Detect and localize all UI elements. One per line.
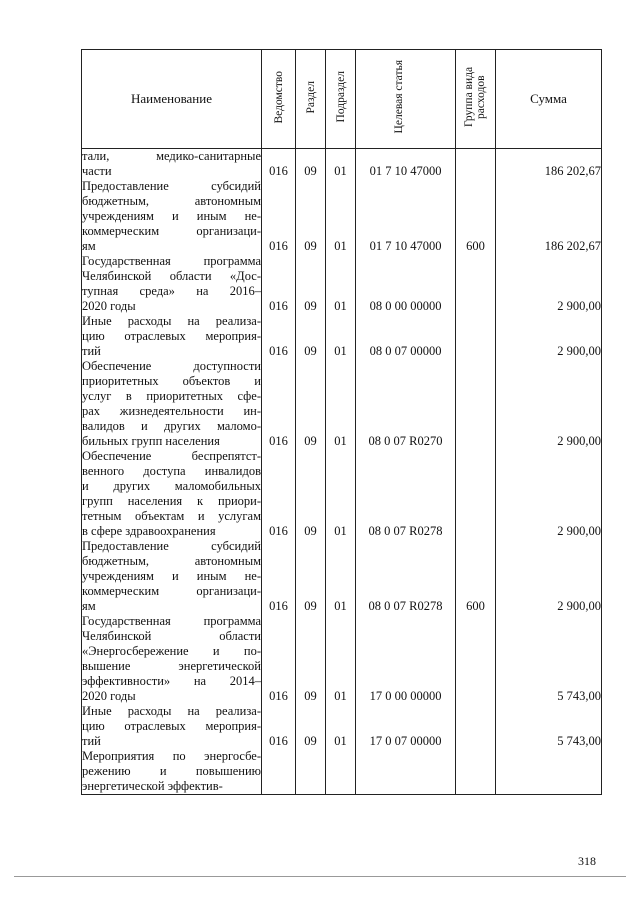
row-department-cell: 016: [262, 314, 296, 359]
row-target-cell: 08 0 07 R0270: [356, 359, 456, 449]
row-section-cell: 09: [296, 314, 326, 359]
row-target-cell: 01 7 10 47000: [356, 179, 456, 254]
row-name-line: Предоставление субсидий: [82, 179, 261, 193]
row-name-line: в сфере здравоохранения: [82, 524, 216, 538]
header-name-label: Наименование: [131, 91, 212, 106]
row-expense-group-cell: [456, 704, 496, 749]
table-row: [82, 704, 602, 749]
row-name-line: Государственная программа: [82, 254, 261, 268]
header-department: [262, 50, 296, 149]
table-header-row: [82, 50, 602, 149]
row-name-line: Обеспечение доступности: [82, 359, 261, 373]
row-subsection-cell: 01: [326, 149, 356, 180]
row-subsection-cell: [326, 749, 356, 795]
header-subsection: [326, 50, 356, 149]
row-name-line: цию отраслевых мероприя-: [82, 719, 261, 733]
row-name-line: коммерческим организаци-: [82, 584, 261, 598]
row-name-line: приоритетных объектов и: [82, 374, 261, 388]
row-name-line: Предоставление субсидий: [82, 539, 261, 553]
row-name-cell: [82, 449, 262, 539]
row-section-cell: 09: [296, 254, 326, 314]
table-row: [82, 314, 602, 359]
row-amount-cell: 5 743,00: [496, 614, 602, 704]
row-expense-group-cell: [456, 614, 496, 704]
row-expense-group-cell: [456, 359, 496, 449]
row-section-cell: 09: [296, 359, 326, 449]
row-target-cell: 08 0 07 00000: [356, 314, 456, 359]
row-expense-group-cell: 600: [456, 179, 496, 254]
row-subsection-cell: 01: [326, 704, 356, 749]
row-amount-cell: 5 743,00: [496, 704, 602, 749]
row-name-line: тий: [82, 344, 101, 358]
row-section-cell: 09: [296, 614, 326, 704]
row-section-cell: 09: [296, 149, 326, 180]
row-subsection-cell: 01: [326, 449, 356, 539]
row-department-cell: 016: [262, 149, 296, 180]
footer-divider: [14, 876, 626, 877]
row-name-cell: [82, 749, 262, 795]
row-name-line: коммерческим организаци-: [82, 224, 261, 238]
row-section-cell: 09: [296, 449, 326, 539]
row-name-line: рах жизнедеятельности ин-: [82, 404, 261, 418]
row-name-line: тий: [82, 734, 101, 748]
row-department-cell: 016: [262, 539, 296, 614]
row-name-line: тупная среда» на 2016–: [82, 284, 261, 298]
row-amount-cell: 2 900,00: [496, 254, 602, 314]
row-subsection-cell: 01: [326, 179, 356, 254]
row-name-line: ям: [82, 239, 96, 253]
row-name-line: бюджетным, автономным: [82, 554, 261, 568]
header-subsection-label: Подраздел: [334, 71, 347, 123]
row-department-cell: 016: [262, 449, 296, 539]
row-name-line: 2020 годы: [82, 299, 136, 313]
row-expense-group-cell: [456, 449, 496, 539]
row-name-line: и других маломобильных: [82, 479, 261, 493]
row-name-line: «Энергосбережение и по-: [82, 644, 261, 658]
row-subsection-cell: 01: [326, 254, 356, 314]
header-expense-group: [456, 50, 496, 149]
table-row: [82, 179, 602, 254]
row-name-line: Иные расходы на реализа-: [82, 704, 261, 718]
budget-table: [81, 49, 602, 795]
row-name-line: Государственная программа: [82, 614, 261, 628]
table-row: [82, 254, 602, 314]
header-department-label: Ведомство: [272, 70, 285, 124]
row-name-line: цию отраслевых мероприя-: [82, 329, 261, 343]
row-subsection-cell: 01: [326, 359, 356, 449]
row-target-cell: 01 7 10 47000: [356, 149, 456, 180]
header-expense-group-label: Группа вида расходов: [462, 66, 487, 128]
row-name-line: Челябинской области «Дос-: [82, 269, 261, 283]
row-amount-cell: 2 900,00: [496, 449, 602, 539]
row-subsection-cell: 01: [326, 539, 356, 614]
row-department-cell: [262, 749, 296, 795]
row-name-line: услуг в приоритетных сфе-: [82, 389, 261, 403]
table-row: [82, 614, 602, 704]
row-target-cell: 17 0 00 00000: [356, 614, 456, 704]
row-name-line: венного доступа инвалидов: [82, 464, 261, 478]
row-name-line: валидов и других маломо-: [82, 419, 261, 433]
row-name-line: бюджетным, автономным: [82, 194, 261, 208]
row-name-cell: [82, 179, 262, 254]
table-row: [82, 149, 602, 180]
table-row: [82, 539, 602, 614]
row-name-line: групп населения к приори-: [82, 494, 261, 508]
row-subsection-cell: 01: [326, 314, 356, 359]
row-name-line: 2020 годы: [82, 689, 136, 703]
header-section-label: Раздел: [304, 80, 317, 114]
row-department-cell: 016: [262, 359, 296, 449]
table-row: [82, 449, 602, 539]
row-amount-cell: 2 900,00: [496, 359, 602, 449]
row-expense-group-cell: [456, 314, 496, 359]
row-name-line: учреждениям и иным не-: [82, 569, 261, 583]
row-name-line: Иные расходы на реализа-: [82, 314, 261, 328]
header-name: [82, 50, 262, 149]
row-amount-cell: 186 202,67: [496, 179, 602, 254]
row-target-cell: 08 0 00 00000: [356, 254, 456, 314]
row-name-line: эффективности» на 2014–: [82, 674, 261, 688]
row-section-cell: 09: [296, 179, 326, 254]
row-target-cell: 08 0 07 R0278: [356, 449, 456, 539]
row-name-cell: [82, 614, 262, 704]
row-amount-cell: 2 900,00: [496, 314, 602, 359]
header-section: [296, 50, 326, 149]
row-department-cell: 016: [262, 179, 296, 254]
header-target-label: Целевая статья: [392, 60, 405, 134]
row-expense-group-cell: [456, 749, 496, 795]
row-expense-group-cell: 600: [456, 539, 496, 614]
header-amount-label: Сумма: [530, 91, 567, 106]
row-name-cell: [82, 704, 262, 749]
row-name-line: учреждениям и иным не-: [82, 209, 261, 223]
row-name-cell: [82, 149, 262, 180]
row-target-cell: 17 0 07 00000: [356, 704, 456, 749]
row-name-cell: [82, 314, 262, 359]
row-name-line: ям: [82, 599, 96, 613]
row-name-cell: [82, 254, 262, 314]
row-name-line: части: [82, 164, 112, 178]
row-name-line: тетным объектам и услугам: [82, 509, 261, 523]
row-name-line: режению и повышению: [82, 764, 261, 778]
row-section-cell: [296, 749, 326, 795]
row-amount-cell: 186 202,67: [496, 149, 602, 180]
page-number: 318: [578, 854, 596, 868]
row-name-line: тали, медико-санитарные: [82, 149, 261, 163]
row-subsection-cell: 01: [326, 614, 356, 704]
row-name-cell: [82, 539, 262, 614]
row-section-cell: 09: [296, 539, 326, 614]
row-name-line: энергетической эффектив-: [82, 779, 223, 793]
row-name-cell: [82, 359, 262, 449]
row-expense-group-cell: [456, 149, 496, 180]
row-expense-group-cell: [456, 254, 496, 314]
row-department-cell: 016: [262, 614, 296, 704]
table-row: [82, 749, 602, 795]
row-target-cell: [356, 749, 456, 795]
header-amount: [496, 50, 602, 149]
row-name-line: Челябинской области: [82, 629, 261, 643]
row-amount-cell: 2 900,00: [496, 539, 602, 614]
row-name-line: бильных групп населения: [82, 434, 220, 448]
row-target-cell: 08 0 07 R0278: [356, 539, 456, 614]
row-name-line: Обеспечение беспрепятст-: [82, 449, 261, 463]
row-section-cell: 09: [296, 704, 326, 749]
row-department-cell: 016: [262, 254, 296, 314]
row-amount-cell: [496, 749, 602, 795]
row-name-line: вышение энергетической: [82, 659, 261, 673]
row-department-cell: 016: [262, 704, 296, 749]
table-row: [82, 359, 602, 449]
row-name-line: Мероприятия по энергосбе-: [82, 749, 261, 763]
header-target: [356, 50, 456, 149]
